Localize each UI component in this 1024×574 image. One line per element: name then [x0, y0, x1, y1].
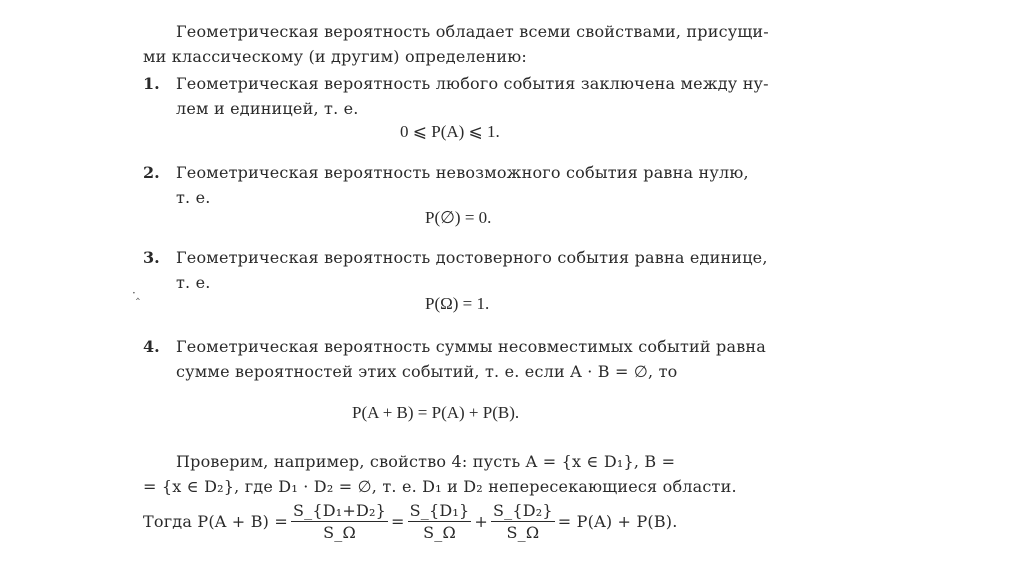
item-3-formula: P(Ω) = 1.: [425, 294, 490, 313]
item-1-line-2: лем и единицей, т. е.: [176, 99, 359, 118]
item-2-formula: P(∅) = 0.: [425, 208, 492, 227]
item-1-formula: 0 ⩽ P(A) ⩽ 1.: [400, 122, 500, 141]
fraction-1-denominator: S_Ω: [323, 523, 356, 542]
equals-sign: =: [391, 512, 405, 531]
stray-mark: ·‸: [132, 286, 140, 300]
check-line-2: = {x ∈ D₂}, где D₁ · D₂ = ∅, т. е. D₁ и D₂ непересекающиеся области.: [143, 477, 737, 496]
plus-sign: +: [474, 512, 488, 531]
item-2-number: 2.: [143, 163, 160, 182]
fraction-3: [491, 501, 555, 542]
item-1-line-1: Геометрическая вероятность любого события заключена между ну-: [176, 74, 769, 93]
fraction-2-numerator: S_{D₁}: [409, 501, 470, 520]
check-line-1: Проверим, например, свойство 4: пусть A = {x ∈ D₁}, B =: [176, 452, 676, 471]
item-3-line-2: т. е.: [176, 273, 211, 292]
item-3-number: 3.: [143, 248, 160, 267]
fraction-3-numerator: S_{D₂}: [493, 501, 553, 520]
fraction-2: [408, 501, 472, 542]
fraction-2-denominator: S_Ω: [423, 523, 456, 542]
item-2-line-2: т. е.: [176, 188, 211, 207]
fraction-3-denominator: S_Ω: [506, 523, 540, 542]
item-4-number: 4.: [143, 337, 160, 356]
fraction-1-numerator: S_{D₁+D₂}: [293, 501, 387, 520]
check-line-3-end: = P(A) + P(B).: [557, 512, 678, 531]
item-3-line-1: Геометрическая вероятность достоверного события равна единице,: [176, 248, 768, 267]
item-1-number: 1.: [143, 74, 160, 93]
item-4-line-2: сумме вероятностей этих событий, т. е. если A · B = ∅, то: [176, 362, 678, 381]
item-4-formula: P(A + B) = P(A) + P(B).: [352, 403, 520, 422]
intro-line-1: Геометрическая вероятность обладает всеми свойствами, присущи-: [176, 22, 769, 41]
check-line-3-start: Тогда P(A + B) =: [143, 512, 288, 531]
check-line-3: [143, 501, 678, 542]
intro-line-2: ми классическому (и другим) определению:: [143, 47, 527, 66]
item-2-line-1: Геометрическая вероятность невозможного события равна нулю,: [176, 163, 749, 182]
fraction-1: [291, 501, 388, 542]
item-4-line-1: Геометрическая вероятность суммы несовместимых событий равна: [176, 337, 767, 356]
